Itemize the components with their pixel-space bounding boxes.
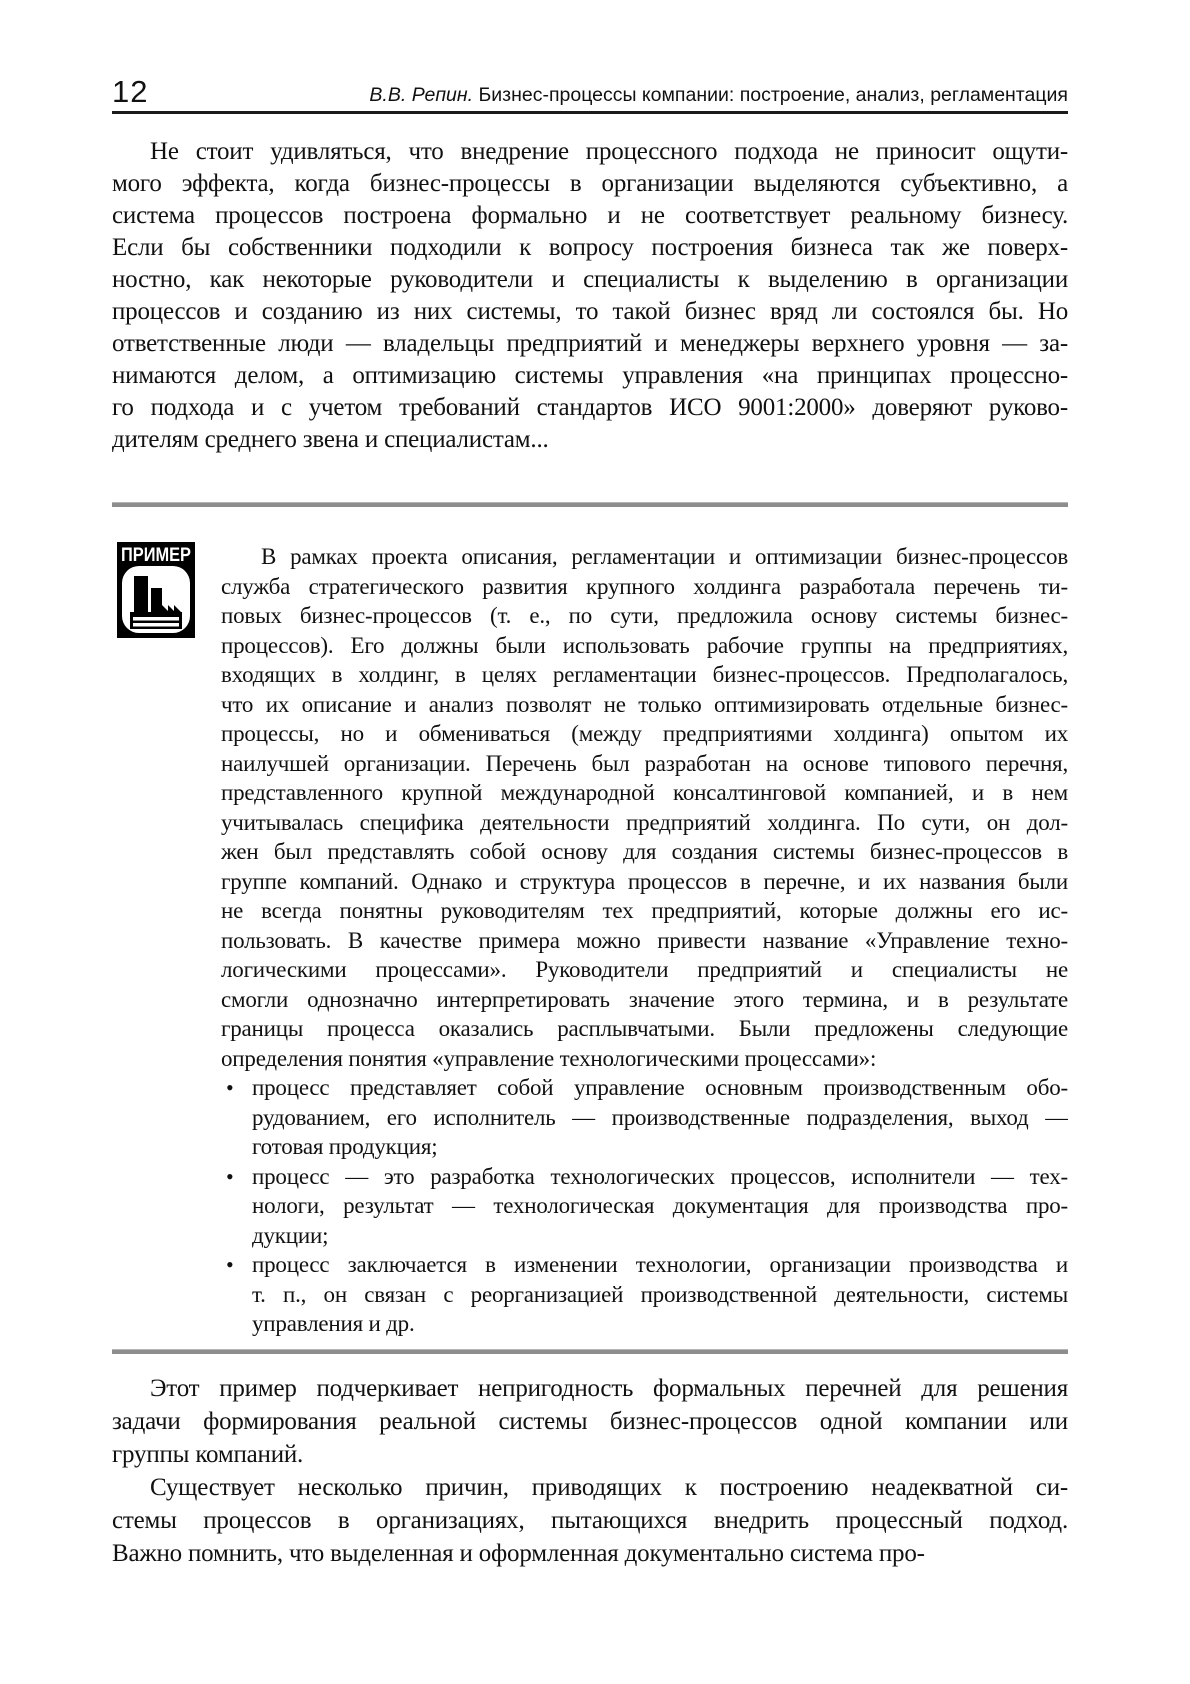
example-bullet-list	[221, 1073, 1068, 1339]
running-header	[112, 0, 1068, 107]
body-paragraph-1	[112, 136, 1068, 456]
text-line: что их описание и анализ позволят не только оптимизировать отдельные бизнес-	[221, 691, 1068, 717]
bullet-text	[252, 1250, 1068, 1339]
text-line: процессов). Его должны были использовать рабочие группы на предприятиях,	[221, 632, 1068, 658]
text-line: готовая продукция;	[252, 1134, 438, 1159]
text-line: ответственные люди — владельцы предприятий и менеджеры верхнего уровня — за-	[112, 330, 1068, 357]
example-badge	[117, 542, 195, 643]
text-line: стемы процессов в организациях, пытающихся внедрить процессный подход.	[112, 1506, 1068, 1534]
example-paragraph	[221, 542, 1068, 1073]
text-line: логическими процессами». Руководители предприятий и специалисты не	[221, 957, 1068, 982]
text-line: служба стратегического развития крупного холдинга разработала перечень ти-	[221, 573, 1068, 599]
bullet-item	[221, 1162, 1068, 1251]
text-line: процесс — это разработка технологических процессов, исполнители — тех-	[252, 1163, 1068, 1189]
text-line: представленного крупной международной консалтинговой компанией, и в нем	[221, 780, 1068, 805]
text-line: Этот пример подчеркивает непригодность формальных перечней для решения	[150, 1374, 1068, 1402]
bullet-text	[252, 1073, 1068, 1162]
factory-icon	[117, 542, 195, 638]
example-block	[112, 542, 1068, 1339]
text-line: группе компаний. Однако и структура процессов в перечне, и их названия были	[221, 868, 1068, 894]
example-bottom-rule	[112, 1349, 1068, 1354]
bullet-item	[221, 1250, 1068, 1339]
header-rule	[112, 111, 1068, 114]
text-line: границы процесса оказались расплывчатыми. Были предложены следующие	[221, 1016, 1068, 1041]
running-header-author: В.В. Репин.	[369, 83, 474, 106]
text-line: дукции;	[252, 1222, 329, 1248]
bullet-icon: •	[226, 1163, 234, 1189]
text-line: мого эффекта, когда бизнес-процессы в организации выделяются субъективно, а	[112, 170, 1068, 197]
running-header-book-title: Бизнес-процессы компании: построение, анализ, регламентация	[473, 83, 1068, 106]
text-line: учитывалась специфика деятельности предприятий холдинга. По сути, он дол-	[221, 809, 1068, 835]
svg-text:ПРИМЕР: ПРИМЕР	[121, 545, 192, 566]
text-line: наилучшей организации. Перечень был разработан на основе типового перечня,	[221, 750, 1068, 776]
text-line: управления и др.	[252, 1311, 415, 1336]
text-line: т. п., он связан с реорганизацией производственной деятельности, системы	[252, 1281, 1068, 1307]
text-line: задачи формирования реальной системы бизнес-процессов одной компании или	[112, 1407, 1068, 1435]
text-line: го подхода и с учетом требований стандартов ИСО 9001:2000» доверяют руково-	[112, 394, 1068, 421]
text-line: ностно, как некоторые руководители и специалисты к выделению в организации	[112, 266, 1068, 293]
text-line: В рамках проекта описания, регламентации и оптимизации бизнес-процессов	[261, 544, 1068, 569]
text-line: процесс заключается в изменении технологии, организации производства и	[252, 1252, 1068, 1277]
text-line: процесс представляет собой управление основным производственным обо-	[252, 1075, 1068, 1100]
text-line: определения понятия «управление технологическими процессами»:	[221, 1045, 877, 1071]
example-text	[221, 542, 1068, 1339]
bullet-icon: •	[226, 1075, 234, 1100]
text-line: процессов и созданию из них системы, то такой бизнес вряд ли состоялся бы. Но	[112, 298, 1068, 325]
bullet-icon: •	[226, 1252, 234, 1277]
page-number: 12	[112, 74, 149, 109]
text-line: рудованием, его исполнитель — производственные подразделения, выход —	[252, 1104, 1068, 1130]
text-line: Не стоит удивляться, что внедрение процессного подхода не приносит ощути-	[150, 138, 1068, 165]
text-line: повых бизнес-процессов (т. е., по сути, предложила основу системы бизнес-	[221, 603, 1068, 628]
text-line: нимаются делом, а оптимизацию системы управления «на принципах процессно-	[112, 362, 1068, 389]
body-paragraph-3	[112, 1471, 1068, 1570]
bullet-text	[252, 1162, 1068, 1251]
text-line: Если бы собственники подходили к вопросу построения бизнеса так же поверх-	[112, 234, 1068, 261]
text-line: пользовать. В качестве примера можно привести название «Управление техно-	[221, 927, 1068, 953]
text-line: смогли однозначно интерпретировать значение этого термина, и в результате	[221, 986, 1068, 1012]
example-top-rule	[112, 502, 1068, 507]
text-line: процессы, но и обмениваться (между предприятиями холдинга) опытом их	[221, 721, 1068, 746]
text-line: группы компаний.	[112, 1440, 304, 1468]
running-header-title	[369, 84, 1068, 107]
text-line: не всегда понятны руководителям тех предприятий, которые должны его ис-	[221, 898, 1068, 923]
text-line: входящих в холдинг, в целях регламентации бизнес-процессов. Предполагалось,	[221, 662, 1068, 687]
bullet-item	[221, 1073, 1068, 1162]
text-line: Важно помнить, что выделенная и оформленная документально система про-	[112, 1539, 925, 1567]
text-line: дителям среднего звена и специалистам...	[112, 426, 549, 453]
body-paragraph-2	[112, 1372, 1068, 1471]
text-line: Существует несколько причин, приводящих к построению неадекватной си-	[150, 1473, 1068, 1501]
text-line: нологи, результат — технологическая документация для производства про-	[252, 1193, 1068, 1218]
text-line: система процессов построена формально и не соответствует реальному бизнесу.	[112, 202, 1068, 229]
text-line: жен был представлять собой основу для создания системы бизнес-процессов в	[221, 839, 1068, 864]
